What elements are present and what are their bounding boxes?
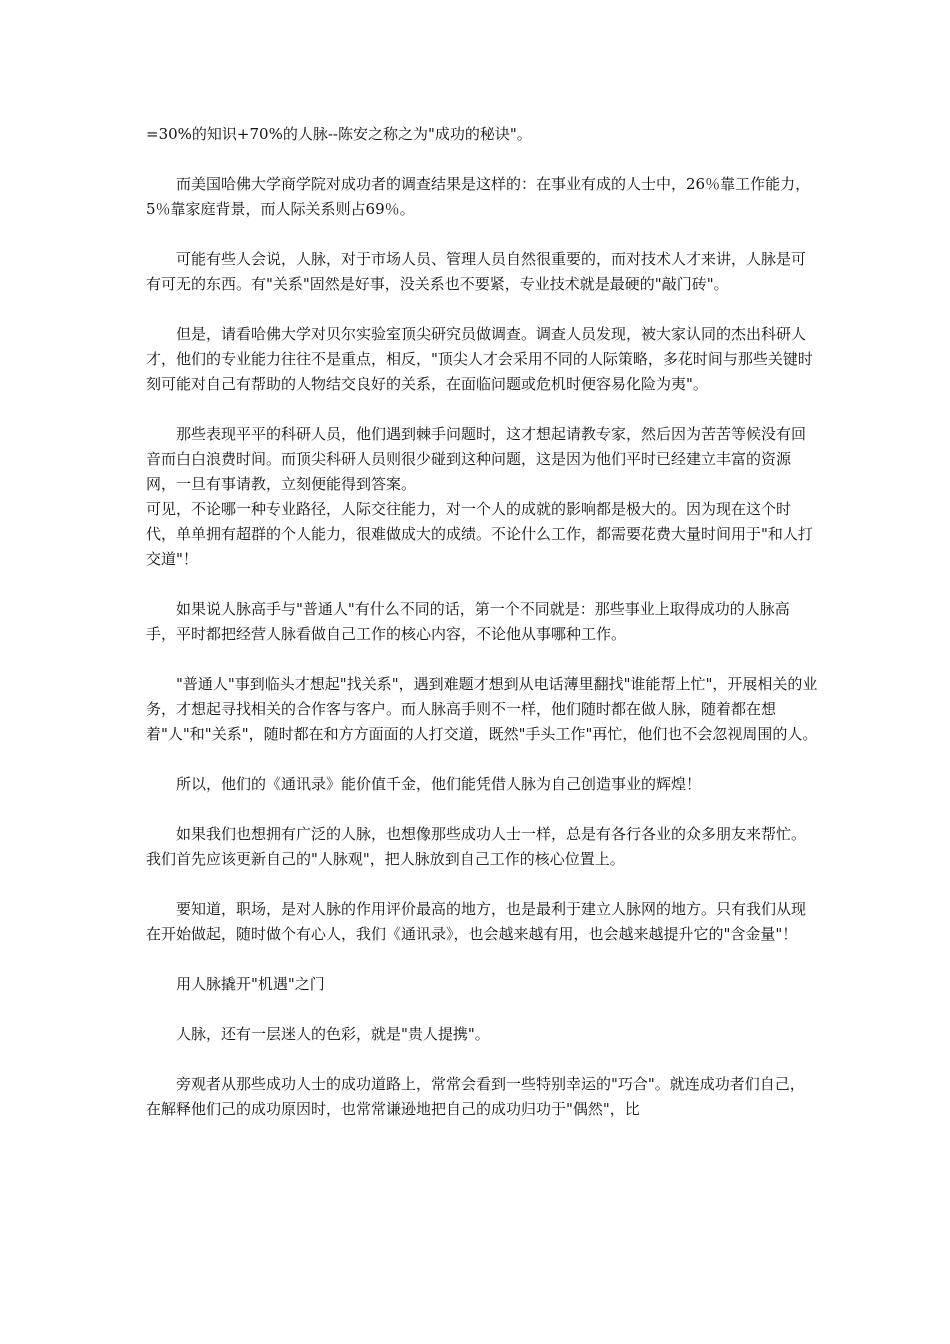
paragraph-12: 人脉，还有一层迷人的色彩，就是"贵人提携"。 <box>176 1025 490 1043</box>
paragraph-4: 但是，请看哈佛大学对贝尔实验室顶尖研究员做调查。调查人员发现，被大家认同的杰出科研人才，他们的专业能力往往不是重点，相反，"顶尖人才会采用不同的人际策略，多花时间与那些关键时刻可能对自己有帮助的人物结交良好的关系，在面临问题或危机时便容易化险为夷"。 <box>146 325 813 393</box>
paragraph-8: "普通人"事到临头才想起"找关系"，遇到难题才想到从电话薄里翻找"谁能帮上忙"，开展相关的业务，才想起寻找相关的合作客与客户。而人脉高手则不一样，他们随时都在做人脉，随着都在想着"人"和"关系"，随时都在和方方面面的人打交道，既然"手头工作"再忙，他们也不会忽视周围的人。 <box>146 675 818 743</box>
paragraph-9: 所以，他们的《通讯录》能价值千金，他们能凭借人脉为自己创造事业的辉煌！ <box>176 775 702 793</box>
paragraph-7: 如果说人脉高手与"普通人"有什么不同的话，第一个不同就是：那些事业上取得成功的人脉高手，平时都把经营人脉看做自己工作的核心内容，不论他从事哪种工作。 <box>146 600 790 643</box>
paragraph-11: 要知道，职场，是对人脉的作用评价最高的地方，也是最利于建立人脉网的地方。只有我们从现在开始做起，随时做个有心人，我们《通讯录》，也会越来越有用，也会越来越提升它的"含金量"！ <box>146 900 807 943</box>
paragraph-10: 如果我们也想拥有广泛的人脉，也想像那些成功人士一样，总是有各行各业的众多朋友来帮忙。我们首先应该更新自己的"人脉观"，把人脉放到自己工作的核心位置上。 <box>146 825 807 868</box>
paragraph-1: =30%的知识+70%的人脉--陈安之称之为"成功的秘诀"。 <box>146 125 532 143</box>
document-body <box>146 122 818 1147</box>
paragraph-5: 那些表现平平的科研人员，他们遇到棘手问题时，这才想起请教专家，然后因为苦苦等候没有回音而白白浪费时间。而顶尖科研人员则很少碰到这种问题，这是因为他们平时已经建立丰富的资源网，一旦有事请教，立刻便能得到答案。 <box>146 425 807 493</box>
paragraph-2: 而美国哈佛大学商学院对成功者的调查结果是这样的：在事业有成的人士中，26％靠工作能力，5％靠家庭背景，而人际关系则占69％。 <box>146 175 811 218</box>
paragraph-13: 旁观者从那些成功人士的成功道路上，常常会看到一些特别幸运的"巧合"。就连成功者们自己，在解释他们己的成功原因时，也常常谦逊地把自己的成功归功于"偶然"，比 <box>146 1075 805 1118</box>
paragraph-3: 可能有些人会说，人脉，对于市场人员、管理人员自然很重要的，而对技术人才来讲，人脉是可有可无的东西。有"关系"固然是好事，没关系也不要紧，专业技术就是最硬的"敲门砖"。 <box>146 250 807 293</box>
section-heading: 用人脉撬开"机遇"之门 <box>176 975 325 993</box>
paragraph-6: 可见，不论哪一种专业路径，人际交往能力，对一个人的成就的影响都是极大的。因为现在这个时代，单单拥有超群的个人能力，很难做成大的成绩。不论什么工作，都需要花费大量时间用于"和人打交道"！ <box>146 500 813 568</box>
